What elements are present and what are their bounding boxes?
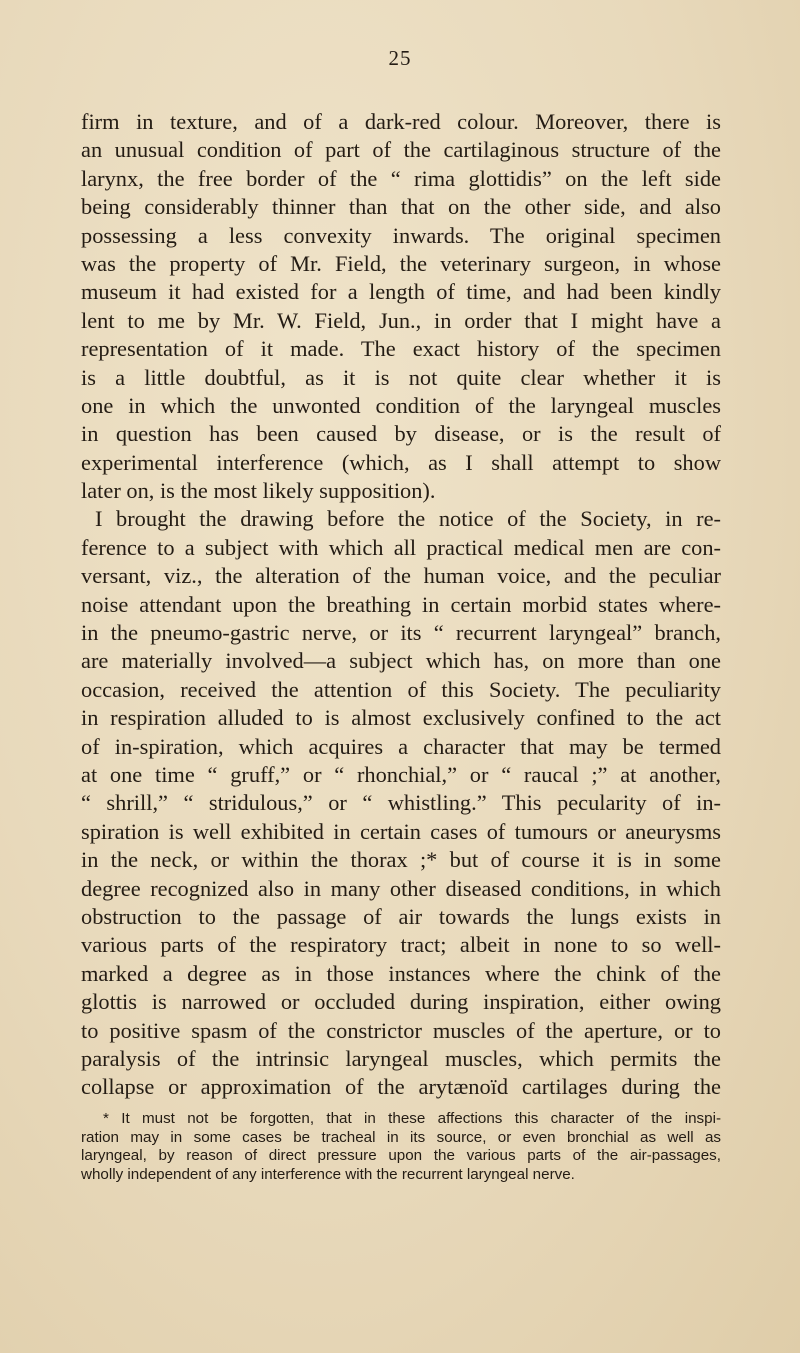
text-line: representation of it made. The exact history of the specimen [81,336,721,362]
text-line: in the neck, or within the thorax ;* but of course it is in some [81,847,721,873]
text-line: glottis is narrowed or occluded during inspiration, either owing [81,989,721,1015]
text-line: noise attendant upon the breathing in certain morbid states where- [81,591,721,617]
text-line: in the pneumo-gastric nerve, or its “ recurrent laryngeal” branch, [81,620,721,646]
text-line: experimental interference (which, as I shall attempt to show [81,449,721,475]
text-line: later on, is the most likely supposition). [81,478,436,504]
text-line: I brought the drawing before the notice of the Society, in re- [95,506,721,532]
text-line: was the property of Mr. Field, the veterinary surgeon, in whose [81,250,721,276]
text-line: marked a degree as in those instances where the chink of the [81,960,721,986]
text-line: to positive spasm of the constrictor muscles of the aperture, or to [81,1017,721,1043]
text-line: larynx, the free border of the “ rima glottidis” on the left side [81,165,721,191]
page-number: 25 [388,46,412,70]
footnote [81,1110,721,1184]
text-line: various parts of the respiratory tract; albeit in none to so well- [81,932,721,958]
text-line: museum it had existed for a length of time, and had been kindly [81,279,721,305]
text-line: “ shrill,” “ stridulous,” or “ whistling.” This pecularity of in- [81,790,721,816]
footnote-line: * It must not be forgotten, that in these affections this character of the inspi- [103,1110,721,1127]
text-line: spiration is well exhibited in certain cases of tumours or aneurysms [81,818,721,844]
text-line: degree recognized also in many other diseased conditions, in which [81,875,721,901]
text-line: are materially involved—a subject which has, on more than one [81,648,721,674]
footnote-line: laryngeal, by reason of direct pressure upon the various parts of the air-passages, [81,1147,721,1165]
text-line: being considerably thinner than that on the other side, and also [81,194,721,220]
text-line: is a little doubtful, as it is not quite clear whether it is [81,364,721,390]
body-text [81,108,721,1102]
text-line: collapse or approximation of the arytænoïd cartilages during the [81,1074,721,1100]
text-line: paralysis of the intrinsic laryngeal muscles, which permits the [81,1045,721,1071]
text-line: an unusual condition of part of the cartilaginous structure of the [81,137,721,163]
text-line: one in which the unwonted condition of the laryngeal muscles [81,392,721,418]
text-line: in question has been caused by disease, or is the result of [81,421,721,447]
footnote-line: ration may in some cases be tracheal in its source, or even bronchial as well as [81,1128,721,1146]
text-line: in respiration alluded to is almost exclusively confined to the act [81,705,721,731]
text-line: of in-spiration, which acquires a character that may be termed [81,733,721,759]
text-line: firm in texture, and of a dark-red colour. Moreover, there is [81,109,721,134]
text-line: lent to me by Mr. W. Field, Jun., in order that I might have a [81,307,721,333]
text-line: occasion, received the attention of this Society. The peculiarity [81,676,721,702]
text-line: versant, viz., the alteration of the human voice, and the peculiar [81,563,721,589]
text-line: ference to a subject with which all practical medical men are con- [81,534,721,560]
text-line: at one time “ gruff,” or “ rhonchial,” or “ raucal ;” at another, [81,761,721,787]
footnote-line: wholly independent of any interference with the recurrent laryngeal nerve. [81,1165,575,1183]
text-line: possessing a less convexity inwards. The original specimen [81,222,721,248]
text-line: obstruction to the passage of air towards the lungs exists in [81,903,721,929]
